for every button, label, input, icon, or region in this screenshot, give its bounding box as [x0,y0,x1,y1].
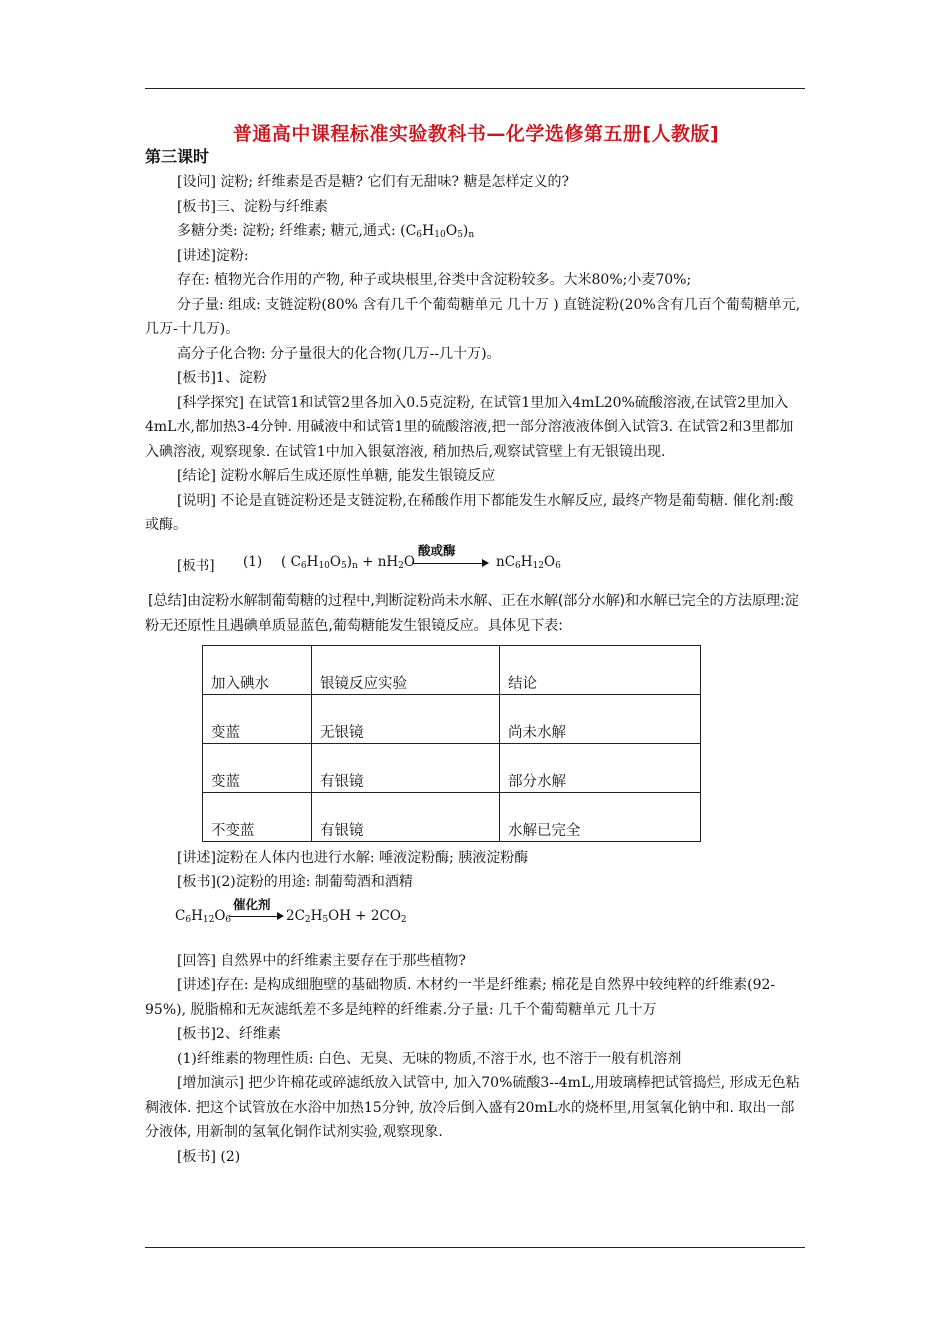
board-heading: [板书]三、淀粉与纤维素 [177,198,328,215]
polysaccharide-text: 多糖分类: 淀粉; 纤维素; 糖元,通式: (C [177,223,417,239]
table-cell: 无银镜 [312,694,500,743]
sub: 6 [185,914,192,925]
reaction-arrow-icon [229,916,281,917]
formula-part: H [422,223,435,239]
sub: 5 [457,230,463,240]
sub: 2 [398,560,404,571]
eq-label: [板书] [177,557,215,574]
hydrolysis-table [202,645,701,842]
formula-part: + [362,553,374,570]
sub: n [468,230,475,240]
answer-line: [回答] 自然界中的纤维素主要存在于那些植物? [177,952,466,969]
hydrolysis-equation [145,544,807,578]
explanation-paragraph: [说明] 不论是直链淀粉还是支链淀粉,在稀酸作用下都能发生水解反应, 最终产物是葡萄糖. 催化剂:酸或酶。 [145,492,794,533]
sub: n [351,560,358,571]
formula-part: nH [377,553,399,570]
sub: 12 [202,914,215,925]
eq2-reactant [175,908,231,924]
table-row [203,694,701,743]
uses-line: [板书](2)淀粉的用途: 制葡萄酒和酒精 [177,874,413,890]
demo-paragraph: [增加演示] 把少许棉花或碎滤纸放入试管中, 加入70%硫酸3--4mL,用玻璃棒把试管捣烂, 形成无色粘稠液体. 把这个试管放在水浴中加热15分钟, 放冷后倒入盛有20mL水的烧杯里,用氢氧化钠中和. 取出一部分液体, 用新制的氢氧化铜作试剂实验,观察现象. [145,1075,800,1140]
table-row [203,792,701,841]
formula-part: C [290,553,301,570]
table-cell: 变蓝 [203,694,312,743]
formula-part: C [175,907,186,924]
board-cellulose: [板书]2、纤维素 [177,1026,281,1042]
lecture-line: [讲述]淀粉: [177,247,249,264]
top-rule [145,88,805,89]
table-cell: 部分水解 [500,743,701,792]
document-title: 普通高中课程标准实验教科书—化学选修第五册[人教版] [232,123,720,145]
table-cell: 变蓝 [203,743,312,792]
eq-reactant [281,554,415,570]
formula-part: H [306,553,319,570]
sub: 6 [416,230,423,240]
page-content [145,118,807,1169]
formula-part: O [403,553,415,570]
sub: 6 [225,914,232,925]
summary-paragraph: [总结]由淀粉水解制葡萄糖的过程中,判断淀粉尚未水解、正在水解(部分水解)和水解已完全的方法原理:淀粉无还原性且遇碘单质显蓝色,葡萄糖能发生银镜反应。具体见下表: [145,592,799,634]
formula-part: O [445,223,458,239]
table-header-cell: 银镜反应实验 [312,645,500,694]
molecular-weight-line: 分子量: 组成: 支链淀粉(80% 含有几千个葡萄糖单元 几十万 ) 直链淀粉(20%含有几百个葡萄糖单元, 几万-十几万)。 [145,296,801,337]
cellulose-lecture: [讲述]存在: 是构成细胞壁的基础物质. 木材约一半是纤维素; 棉花是自然界中较纯粹的纤维素(92-95%), 脱脂棉和无灰滤纸差不多是纯粹的纤维素.分子量: 几千个葡萄糖单元 几十万 [145,977,776,1018]
formula-part: H [310,907,323,924]
formula-part: 2C [286,907,305,924]
existence-line: 存在: 植物光合作用的产物, 种子或块根里,谷类中含淀粉较多。大米80%;小麦70%; [177,272,692,288]
conclusion-line: [结论] 淀粉水解后生成还原性单糖, 能发生银镜反应 [177,468,496,484]
table-cell: 有银镜 [312,743,500,792]
reaction-arrow-icon [413,563,486,564]
board-starch: [板书]1、淀粉 [177,370,267,386]
eq-product [496,554,561,570]
lesson-heading: 第三课时 [145,147,210,166]
eq-number: (1) [243,553,263,570]
table-cell: 尚未水解 [500,694,701,743]
question-line: [设问] 淀粉; 纤维素是否是糖? 它们有无甜味? 糖是怎样定义的? [177,174,569,190]
catalyst-label: 酸或酶 [418,542,456,558]
formula-part: OH + 2CO [328,907,401,924]
experiment-paragraph: [科学探究] 在试管1和试管2里各加入0.5克淀粉, 在试管1里加入4mL20%硫酸溶液,在试管2里加入4mL水,都加热3-4分钟. 用碱液中和试管1里的硫酸溶液,把一部分溶液液体倒入试管3. 在试管2和3里都加入碘溶液, 观察现象. 在试管1中加入银氨溶液, 稍加热后,观察试管壁上有无银镜出现. [145,394,794,460]
formula-part: ( [281,553,287,570]
table-header-row [203,645,701,694]
sub: 6 [555,560,561,571]
sub: 6 [515,560,521,571]
table-cell: 有银镜 [312,792,500,841]
polysaccharide-line [145,219,807,244]
sub: 2 [400,914,407,925]
board-last: [板书] (2) [177,1148,241,1165]
eq2-product [286,908,407,924]
sub: 5 [322,914,329,925]
sub: 12 [532,560,544,571]
sub: 5 [340,560,347,571]
sub: 6 [300,560,307,571]
formula-part: O [214,907,226,924]
sub: 10 [318,560,330,571]
polymer-line: 高分子化合物: 分子量很大的化合物(几万--几十万)。 [177,345,501,362]
table-header-cell: 加入碘水 [203,645,312,694]
digestion-line: [讲述]淀粉在人体内也进行水解: 唾液淀粉酶; 胰液淀粉酶 [177,849,529,866]
formula-part: O [329,553,341,570]
sub: 2 [304,914,311,925]
fermentation-equation [145,895,807,935]
catalyst2-label: 催化剂 [233,896,271,912]
table-cell: 水解已完全 [500,792,701,841]
bottom-rule [145,1247,805,1248]
formula-part: H [520,553,533,570]
table-cell: 不变蓝 [203,792,312,841]
sub: 10 [434,230,446,240]
formula-part: ) [462,223,469,239]
formula-part: H [191,907,203,924]
physical-properties-line: (1)纤维素的物理性质: 白色、无臭、无味的物质,不溶于水, 也不溶于一般有机溶剂 [177,1050,682,1067]
formula-part: nC [496,553,516,570]
table-row [203,743,701,792]
table-header-cell: 结论 [500,645,701,694]
formula-part: O [544,553,556,570]
formula-part: ) [346,553,352,570]
